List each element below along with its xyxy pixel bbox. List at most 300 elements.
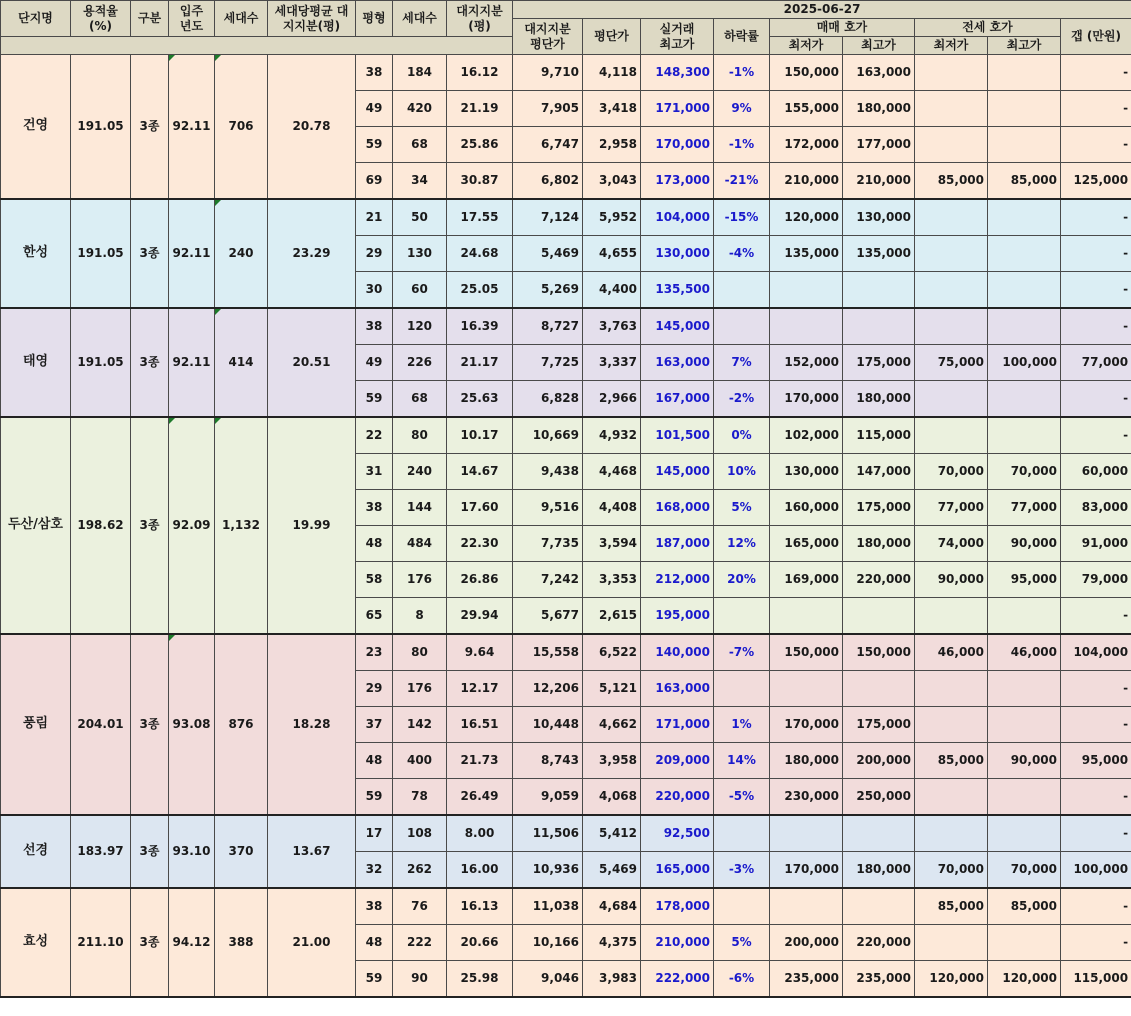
cell-sale-max: 177,000	[843, 127, 915, 163]
cell-units: 370	[215, 815, 268, 888]
cell-jeonse-min	[915, 55, 988, 91]
cell-units: 876	[215, 634, 268, 815]
cell-sale-max: 135,000	[843, 236, 915, 272]
table-row	[1, 55, 1131, 91]
cell-jeonse-max: 100,000	[988, 345, 1061, 381]
cell-zone: 3종	[131, 815, 169, 888]
cell-avg-land-share: 13.67	[268, 815, 356, 888]
cell-pyeong: 37	[356, 707, 393, 743]
cell-land-share: 16.51	[447, 707, 513, 743]
cell-pyeong: 69	[356, 163, 393, 200]
cell-jeonse-max: 70,000	[988, 454, 1061, 490]
cell-move-in-year: 92.11	[169, 199, 215, 308]
cell-land-share: 17.60	[447, 490, 513, 526]
cell-jeonse-min	[915, 815, 988, 852]
cell-units: 388	[215, 888, 268, 997]
cell-sale-max: 115,000	[843, 417, 915, 454]
cell-jeonse-min: 70,000	[915, 852, 988, 889]
cell-gap: -	[1061, 127, 1131, 163]
cell-land-share: 21.17	[447, 345, 513, 381]
cell-drop-rate: -1%	[714, 55, 770, 91]
cell-type-units: 60	[393, 272, 447, 309]
cell-deal-max: 163,000	[641, 671, 714, 707]
cell-pyeong-price: 4,684	[583, 888, 641, 925]
cell-sale-min: 169,000	[770, 562, 843, 598]
cell-deal-max: 195,000	[641, 598, 714, 635]
cell-sale-min: 152,000	[770, 345, 843, 381]
cell-pyeong: 58	[356, 562, 393, 598]
cell-complex-name: 풍림	[1, 634, 71, 815]
cell-gap: -	[1061, 272, 1131, 309]
cell-pyeong-price: 4,408	[583, 490, 641, 526]
cell-far: 191.05	[71, 308, 131, 417]
cell-pyeong: 49	[356, 345, 393, 381]
cell-land-price: 7,124	[513, 199, 583, 236]
cell-drop-rate	[714, 308, 770, 345]
col-sale-min: 최저가	[770, 37, 843, 55]
cell-pyeong: 38	[356, 490, 393, 526]
cell-sale-min: 120,000	[770, 199, 843, 236]
cell-land-price: 9,059	[513, 779, 583, 816]
cell-jeonse-max: 90,000	[988, 526, 1061, 562]
cell-pyeong-price: 4,655	[583, 236, 641, 272]
cell-gap: 100,000	[1061, 852, 1131, 889]
cell-complex-name: 한성	[1, 199, 71, 308]
cell-pyeong: 38	[356, 888, 393, 925]
cell-jeonse-min	[915, 272, 988, 309]
cell-type-units: 68	[393, 381, 447, 418]
cell-deal-max: 210,000	[641, 925, 714, 961]
cell-type-units: 76	[393, 888, 447, 925]
cell-avg-land-share: 18.28	[268, 634, 356, 815]
col-jeonse-min: 최저가	[915, 37, 988, 55]
cell-land-price: 8,727	[513, 308, 583, 345]
cell-sale-min: 150,000	[770, 634, 843, 671]
cell-jeonse-max	[988, 925, 1061, 961]
table-row	[1, 815, 1131, 852]
date-header: 2025-06-27	[513, 1, 1131, 19]
cell-type-units: 420	[393, 91, 447, 127]
cell-drop-rate	[714, 671, 770, 707]
cell-pyeong-price: 4,400	[583, 272, 641, 309]
cell-sale-max: 130,000	[843, 199, 915, 236]
cell-sale-min	[770, 888, 843, 925]
cell-pyeong: 59	[356, 127, 393, 163]
cell-sale-min: 170,000	[770, 852, 843, 889]
cell-sale-min: 130,000	[770, 454, 843, 490]
cell-land-share: 25.98	[447, 961, 513, 998]
cell-pyeong-price: 5,952	[583, 199, 641, 236]
cell-sale-max: 180,000	[843, 526, 915, 562]
cell-type-units: 142	[393, 707, 447, 743]
col-sale-max: 최고가	[843, 37, 915, 55]
cell-deal-max: 187,000	[641, 526, 714, 562]
cell-pyeong: 59	[356, 779, 393, 816]
cell-drop-rate	[714, 815, 770, 852]
cell-complex-name: 태영	[1, 308, 71, 417]
cell-gap: -	[1061, 815, 1131, 852]
cell-zone: 3종	[131, 634, 169, 815]
cell-deal-max: 222,000	[641, 961, 714, 998]
cell-type-units: 108	[393, 815, 447, 852]
cell-sale-max: 175,000	[843, 490, 915, 526]
cell-gap: -	[1061, 308, 1131, 345]
cell-jeonse-min	[915, 91, 988, 127]
cell-sale-max	[843, 888, 915, 925]
cell-jeonse-min	[915, 236, 988, 272]
cell-sale-max: 150,000	[843, 634, 915, 671]
cell-far: 198.62	[71, 417, 131, 634]
col-land-share: 대지지분 (평)	[447, 1, 513, 37]
cell-jeonse-max	[988, 308, 1061, 345]
cell-sale-min	[770, 671, 843, 707]
cell-jeonse-min: 85,000	[915, 743, 988, 779]
cell-pyeong: 17	[356, 815, 393, 852]
cell-deal-max: 171,000	[641, 707, 714, 743]
cell-pyeong-price: 2,615	[583, 598, 641, 635]
cell-land-share: 29.94	[447, 598, 513, 635]
cell-gap: 77,000	[1061, 345, 1131, 381]
cell-jeonse-max	[988, 55, 1061, 91]
cell-pyeong: 48	[356, 526, 393, 562]
cell-gap: -	[1061, 707, 1131, 743]
cell-zone: 3종	[131, 55, 169, 200]
cell-sale-max	[843, 272, 915, 309]
cell-land-price: 9,710	[513, 55, 583, 91]
table-row	[1, 888, 1131, 925]
cell-pyeong: 49	[356, 91, 393, 127]
cell-type-units: 240	[393, 454, 447, 490]
cell-drop-rate: 14%	[714, 743, 770, 779]
cell-sale-max: 250,000	[843, 779, 915, 816]
cell-jeonse-max: 46,000	[988, 634, 1061, 671]
cell-gap: -	[1061, 671, 1131, 707]
cell-gap: -	[1061, 381, 1131, 418]
cell-land-share: 10.17	[447, 417, 513, 454]
cell-jeonse-max	[988, 598, 1061, 635]
cell-jeonse-max	[988, 236, 1061, 272]
cell-type-units: 90	[393, 961, 447, 998]
cell-jeonse-min: 75,000	[915, 345, 988, 381]
cell-sale-min	[770, 308, 843, 345]
cell-deal-max: 135,500	[641, 272, 714, 309]
cell-sale-max: 175,000	[843, 345, 915, 381]
sale-ask-group: 매매 호가	[770, 19, 915, 37]
cell-drop-rate: 12%	[714, 526, 770, 562]
cell-far: 183.97	[71, 815, 131, 888]
cell-pyeong: 29	[356, 236, 393, 272]
cell-land-share: 16.13	[447, 888, 513, 925]
cell-far: 211.10	[71, 888, 131, 997]
cell-drop-rate: 7%	[714, 345, 770, 381]
cell-move-in-year: 92.09	[169, 417, 215, 634]
col-avg-land-share: 세대당평균 대지지분(평)	[268, 1, 356, 37]
cell-jeonse-min	[915, 671, 988, 707]
cell-sale-min: 200,000	[770, 925, 843, 961]
cell-sale-max: 180,000	[843, 381, 915, 418]
cell-deal-max: 173,000	[641, 163, 714, 200]
cell-land-price: 10,166	[513, 925, 583, 961]
cell-avg-land-share: 20.51	[268, 308, 356, 417]
col-pyeong-price: 평단가	[583, 19, 641, 55]
col-gap: 갭 (만원)	[1061, 19, 1131, 55]
cell-jeonse-max	[988, 707, 1061, 743]
cell-gap: 115,000	[1061, 961, 1131, 998]
cell-gap: 125,000	[1061, 163, 1131, 200]
cell-type-units: 80	[393, 634, 447, 671]
cell-sale-min: 230,000	[770, 779, 843, 816]
cell-deal-max: 163,000	[641, 345, 714, 381]
cell-land-price: 5,269	[513, 272, 583, 309]
cell-gap: -	[1061, 55, 1131, 91]
cell-jeonse-max	[988, 199, 1061, 236]
cell-land-share: 14.67	[447, 454, 513, 490]
cell-type-units: 8	[393, 598, 447, 635]
cell-drop-rate: -4%	[714, 236, 770, 272]
cell-gap: -	[1061, 417, 1131, 454]
cell-far: 191.05	[71, 199, 131, 308]
table-row	[1, 634, 1131, 671]
cell-sale-max: 200,000	[843, 743, 915, 779]
cell-pyeong: 30	[356, 272, 393, 309]
cell-land-share: 17.55	[447, 199, 513, 236]
cell-drop-rate: -3%	[714, 852, 770, 889]
cell-type-units: 80	[393, 417, 447, 454]
cell-avg-land-share: 21.00	[268, 888, 356, 997]
cell-pyeong: 29	[356, 671, 393, 707]
cell-land-price: 7,905	[513, 91, 583, 127]
cell-deal-max: 104,000	[641, 199, 714, 236]
cell-avg-land-share: 23.29	[268, 199, 356, 308]
cell-drop-rate: 5%	[714, 925, 770, 961]
cell-land-price: 5,469	[513, 236, 583, 272]
cell-jeonse-min	[915, 925, 988, 961]
cell-units: 240	[215, 199, 268, 308]
cell-pyeong-price: 3,353	[583, 562, 641, 598]
cell-pyeong-price: 4,468	[583, 454, 641, 490]
col-complex-name: 단지명	[1, 1, 71, 37]
cell-land-share: 24.68	[447, 236, 513, 272]
cell-sale-min: 170,000	[770, 381, 843, 418]
cell-sale-min: 150,000	[770, 55, 843, 91]
cell-sale-min: 210,000	[770, 163, 843, 200]
cell-jeonse-min	[915, 707, 988, 743]
cell-jeonse-min: 70,000	[915, 454, 988, 490]
cell-sale-max: 175,000	[843, 707, 915, 743]
cell-pyeong: 38	[356, 55, 393, 91]
cell-land-price: 10,669	[513, 417, 583, 454]
cell-pyeong-price: 4,118	[583, 55, 641, 91]
cell-zone: 3종	[131, 888, 169, 997]
cell-move-in-year: 93.08	[169, 634, 215, 815]
col-land-price: 대지지분 평단가	[513, 19, 583, 55]
cell-jeonse-min: 85,000	[915, 888, 988, 925]
cell-gap: 104,000	[1061, 634, 1131, 671]
cell-pyeong-price: 5,469	[583, 852, 641, 889]
cell-move-in-year: 92.11	[169, 55, 215, 200]
cell-jeonse-max	[988, 272, 1061, 309]
cell-zone: 3종	[131, 417, 169, 634]
cell-land-share: 26.49	[447, 779, 513, 816]
cell-land-share: 25.05	[447, 272, 513, 309]
cell-drop-rate: -15%	[714, 199, 770, 236]
cell-drop-rate: 1%	[714, 707, 770, 743]
cell-jeonse-max	[988, 815, 1061, 852]
cell-drop-rate: 20%	[714, 562, 770, 598]
cell-avg-land-share: 19.99	[268, 417, 356, 634]
cell-pyeong: 21	[356, 199, 393, 236]
cell-pyeong-price: 4,068	[583, 779, 641, 816]
cell-drop-rate: 9%	[714, 91, 770, 127]
cell-sale-min: 160,000	[770, 490, 843, 526]
cell-pyeong-price: 3,337	[583, 345, 641, 381]
cell-land-price: 9,516	[513, 490, 583, 526]
cell-pyeong: 31	[356, 454, 393, 490]
cell-land-price: 5,677	[513, 598, 583, 635]
col-blank-1	[1, 37, 513, 55]
cell-land-price: 7,735	[513, 526, 583, 562]
cell-jeonse-max: 120,000	[988, 961, 1061, 998]
cell-drop-rate: -1%	[714, 127, 770, 163]
cell-land-share: 12.17	[447, 671, 513, 707]
cell-pyeong-price: 4,375	[583, 925, 641, 961]
cell-move-in-year: 92.11	[169, 308, 215, 417]
cell-type-units: 176	[393, 562, 447, 598]
cell-units: 706	[215, 55, 268, 200]
cell-sale-min	[770, 272, 843, 309]
cell-pyeong-price: 4,662	[583, 707, 641, 743]
cell-gap: 79,000	[1061, 562, 1131, 598]
cell-units: 414	[215, 308, 268, 417]
cell-jeonse-min: 90,000	[915, 562, 988, 598]
cell-type-units: 144	[393, 490, 447, 526]
cell-pyeong-price: 3,958	[583, 743, 641, 779]
cell-sale-min: 135,000	[770, 236, 843, 272]
cell-jeonse-max	[988, 127, 1061, 163]
cell-deal-max: 209,000	[641, 743, 714, 779]
cell-units: 1,132	[215, 417, 268, 634]
cell-gap: -	[1061, 598, 1131, 635]
cell-deal-max: 101,500	[641, 417, 714, 454]
cell-deal-max: 140,000	[641, 634, 714, 671]
col-jeonse-max: 최고가	[988, 37, 1061, 55]
cell-pyeong: 32	[356, 852, 393, 889]
cell-drop-rate: 5%	[714, 490, 770, 526]
cell-deal-max: 212,000	[641, 562, 714, 598]
cell-sale-max	[843, 308, 915, 345]
cell-gap: -	[1061, 236, 1131, 272]
cell-jeonse-min	[915, 127, 988, 163]
cell-land-price: 11,506	[513, 815, 583, 852]
cell-sale-max: 163,000	[843, 55, 915, 91]
cell-drop-rate	[714, 888, 770, 925]
cell-sale-min: 165,000	[770, 526, 843, 562]
cell-gap: 60,000	[1061, 454, 1131, 490]
cell-type-units: 262	[393, 852, 447, 889]
cell-drop-rate: -5%	[714, 779, 770, 816]
cell-type-units: 184	[393, 55, 447, 91]
cell-land-price: 10,448	[513, 707, 583, 743]
cell-gap: -	[1061, 779, 1131, 816]
col-deal-max: 실거래 최고가	[641, 19, 714, 55]
col-type-units: 세대수	[393, 1, 447, 37]
cell-sale-min: 235,000	[770, 961, 843, 998]
cell-land-share: 30.87	[447, 163, 513, 200]
cell-jeonse-min: 120,000	[915, 961, 988, 998]
cell-drop-rate	[714, 598, 770, 635]
cell-complex-name: 건영	[1, 55, 71, 200]
cell-pyeong: 38	[356, 308, 393, 345]
cell-jeonse-min	[915, 779, 988, 816]
cell-land-share: 16.00	[447, 852, 513, 889]
cell-gap: -	[1061, 925, 1131, 961]
cell-land-share: 25.63	[447, 381, 513, 418]
cell-jeonse-min: 46,000	[915, 634, 988, 671]
cell-gap: 91,000	[1061, 526, 1131, 562]
col-move-in-year: 입주 년도	[169, 1, 215, 37]
cell-far: 204.01	[71, 634, 131, 815]
cell-land-price: 15,558	[513, 634, 583, 671]
cell-jeonse-max	[988, 417, 1061, 454]
cell-sale-max: 220,000	[843, 925, 915, 961]
cell-gap: -	[1061, 199, 1131, 236]
cell-deal-max: 167,000	[641, 381, 714, 418]
cell-drop-rate	[714, 272, 770, 309]
cell-zone: 3종	[131, 199, 169, 308]
cell-pyeong: 48	[356, 925, 393, 961]
cell-deal-max: 220,000	[641, 779, 714, 816]
col-pyeong: 평형	[356, 1, 393, 37]
cell-jeonse-min	[915, 308, 988, 345]
cell-drop-rate: -2%	[714, 381, 770, 418]
cell-jeonse-min	[915, 381, 988, 418]
cell-type-units: 78	[393, 779, 447, 816]
cell-zone: 3종	[131, 308, 169, 417]
cell-pyeong-price: 3,763	[583, 308, 641, 345]
table-row	[1, 308, 1131, 345]
cell-far: 191.05	[71, 55, 131, 200]
cell-jeonse-min	[915, 199, 988, 236]
cell-type-units: 34	[393, 163, 447, 200]
cell-type-units: 130	[393, 236, 447, 272]
cell-sale-min: 170,000	[770, 707, 843, 743]
cell-move-in-year: 94.12	[169, 888, 215, 997]
col-far: 용적율 (%)	[71, 1, 131, 37]
cell-deal-max: 170,000	[641, 127, 714, 163]
cell-pyeong-price: 3,043	[583, 163, 641, 200]
cell-jeonse-max: 77,000	[988, 490, 1061, 526]
table-row	[1, 417, 1131, 454]
cell-jeonse-max: 85,000	[988, 888, 1061, 925]
cell-land-price: 10,936	[513, 852, 583, 889]
cell-deal-max: 130,000	[641, 236, 714, 272]
cell-pyeong: 23	[356, 634, 393, 671]
cell-sale-max: 147,000	[843, 454, 915, 490]
cell-jeonse-min: 85,000	[915, 163, 988, 200]
cell-jeonse-max	[988, 91, 1061, 127]
cell-jeonse-max: 90,000	[988, 743, 1061, 779]
cell-land-share: 22.30	[447, 526, 513, 562]
cell-deal-max: 168,000	[641, 490, 714, 526]
cell-type-units: 176	[393, 671, 447, 707]
cell-sale-max: 210,000	[843, 163, 915, 200]
cell-type-units: 400	[393, 743, 447, 779]
cell-avg-land-share: 20.78	[268, 55, 356, 200]
cell-land-price: 12,206	[513, 671, 583, 707]
cell-move-in-year: 93.10	[169, 815, 215, 888]
cell-complex-name: 선경	[1, 815, 71, 888]
cell-sale-min: 180,000	[770, 743, 843, 779]
